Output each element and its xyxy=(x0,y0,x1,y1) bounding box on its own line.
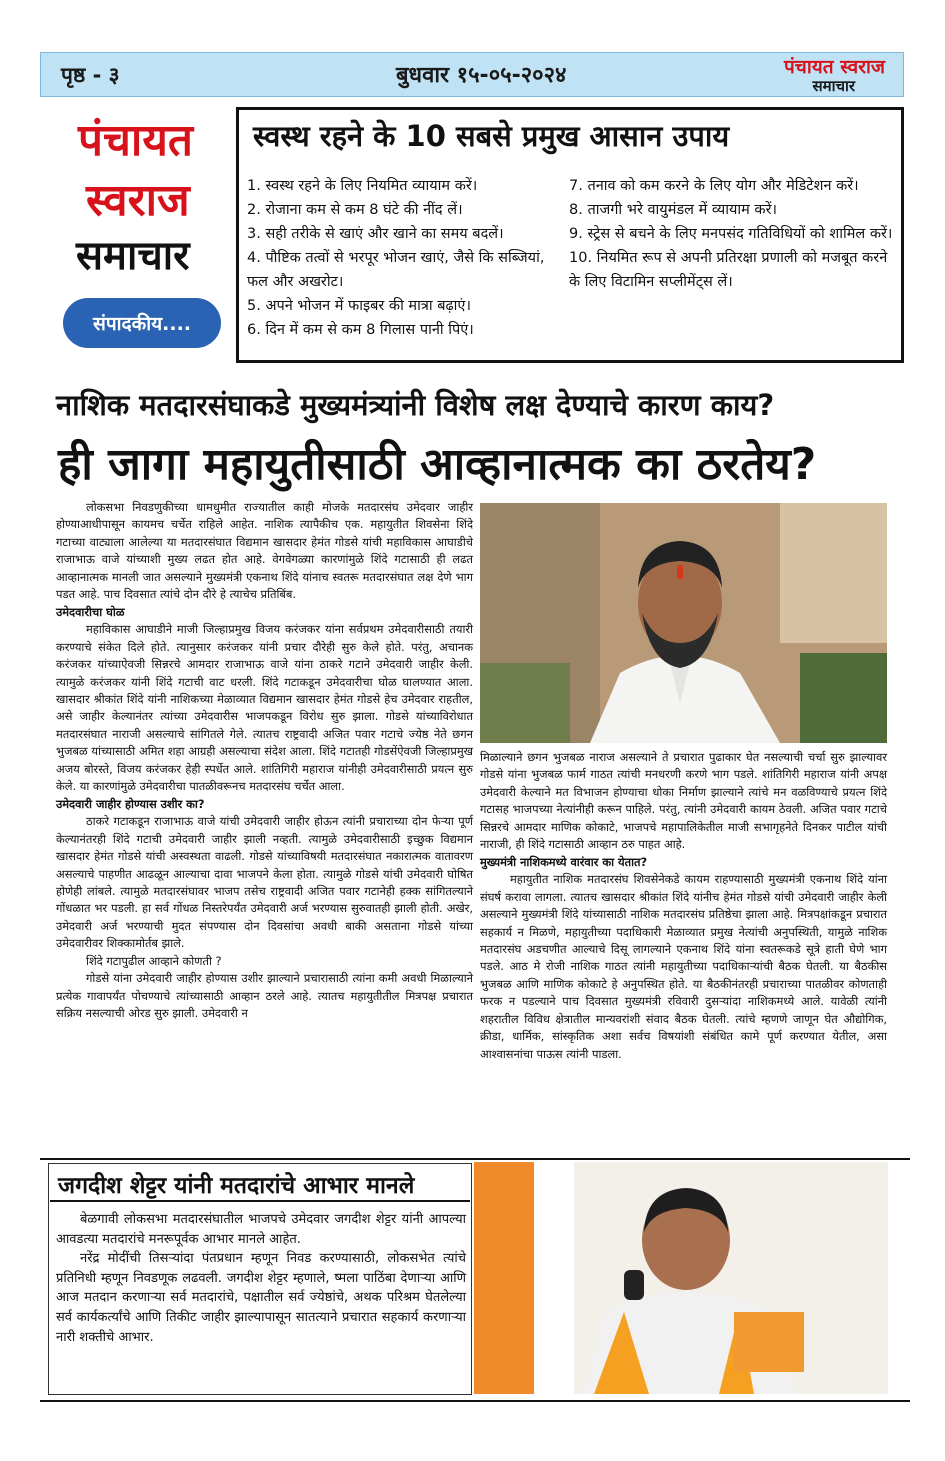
header-brand-title: पंचायत स्वराज xyxy=(784,56,885,78)
tip-item: 2. रोजाना कम से कम 8 घंटे की नींद लें। xyxy=(247,202,463,218)
story-paragraph: नरेंद्र मोदींची तिसऱ्यांदा पंतप्रधान म्हणून निवड करण्यासाठी, लोकसभेत त्यांचे प्रतिनिधी म्हणून निवडणूक लढवली. जगदीश शेट्टर म्हणाले, ष्मला पाठिंबा देणाऱ्या आणि आज मतदान करणाऱ्या सर्व मतदारांचे, पक्षातील सर्व ज्येष्ठांचे, अथक परिश्रम घेतलेल्या सर्व कार्यकर्त्यांचे आणि तिकीट जाहीर झाल्यापासून सातत्याने प्रचारात सहकार्य करणाऱ्या नारी शक्तीचे आभार. xyxy=(56,1251,466,1345)
article-paragraph: मिळाल्याने छगन भुजबळ नाराज असल्याने ते प्रचारात पुढाकार घेत नसल्याची चर्चा सुरु झाल्यावर गोडसे यांना भुजबळ फार्म गाठत त्यांची मनधरणी करणे भाग पडले. शांतिगिरी महाराज यांनी अपक्ष उमेदवारी केल्याने मत विभाजन होण्याचा धोका निर्माण झाल्याने त्यांचे मन वळविण्याचे प्रयत्न शिंदे गटासह भाजपच्या नेत्यांनीही करून पाहिले. परंतु, त्यांनी उमेदवारी कायम ठेवली. अजित पवार गटाचे सिन्नरचे आमदार माणिक कोकाटे, भाजपचे महापालिकेतील माजी सभागृहनेते दिनकर पाटील यांची नाराजी, ही शिंदे गटासाठी आव्हान ठरु पाहत आहे. xyxy=(480,750,887,852)
candidate-photo-illustration xyxy=(474,1162,888,1394)
story-body xyxy=(56,1210,466,1347)
health-tips-right-column xyxy=(569,174,899,294)
masthead-line-3: समाचार xyxy=(76,232,190,279)
candidate-photo xyxy=(474,1162,888,1394)
masthead-line-2: स्वराज xyxy=(86,175,190,226)
masthead-line-1: पंचायत xyxy=(78,115,193,166)
politician-photo xyxy=(480,503,887,743)
article-paragraph: महायुतीत नाशिक मतदारसंघ शिवसेनेकडे कायम राहण्यासाठी मुख्यमंत्री एकनाथ शिंदे यांना संघर्ष करावा लागला. त्यातच खासदार श्रीकांत शिंदे यांनीच हेमंत गोडसे यांची उमेदवारी जाहीर केली असल्याने मुख्यमंत्री शिंदे यांच्यासाठी नाशिक मतदारसंघ प्रतिष्ठेचा झाला आहे. मित्रपक्षांकडून प्रचारात सहकार्य न मिळणे, महायुतीच्या पदाधिकारी मेळाव्यात प्रमुख नेत्यांची अनुपस्थिती, यामुळे नाशिक मतदारसंघ अडचणीत आल्याचे दिसू लागल्याने एकनाथ शिंदे यांना स्वतरूकडे सूत्रे हाती घेणे भाग पडले. आठ मे रोजी नाशिक गाठत त्यांनी महायुतीच्या पदाधिकाऱ्यांची बैठक घेतली. या बैठकीस भुजबळ आणि माणिक कोकाटे हे अनुपस्थित होते. या बैठकीनंतरही प्रचाराच्या पातळीवर कोणताही फरक न पडल्याने पाच दिवसात मुख्यमंत्री रविवारी दुसऱ्यांदा नाशिकमध्ये आले. यावेळी त्यांनी शहरातील विविध क्षेत्रातील मान्यवरांशी संवाद बैठक घेतली. त्यांचे म्हणणे जाणून घेत औद्योगिक, क्रीडा, धार्मिक, सांस्कृतिक अशा सर्वच विषयांशी संबंधित कामे पूर्ण करण्यात येतील, असा आश्वासनांचा पाऊस त्यांनी पाडला. xyxy=(480,872,887,1061)
story-paragraph: बेळगावी लोकसभा मतदारसंघातील भाजपचे उमेदवार जगदीश शेट्टर यांनी आपल्या आवडत्या मतदारांचे मनरूपूर्वक आभार मानले आहेत. xyxy=(56,1212,466,1247)
health-tips-left-column xyxy=(247,174,557,342)
tip-item: 5. अपने भोजन में फाइबर की मात्रा बढ़ाएं। xyxy=(247,298,471,314)
story-headline: जगदीश शेट्टर यांनी मतदारांचे आभार मानले xyxy=(58,1173,415,1199)
tip-item: 6. दिन में कम से कम 8 गिलास पानी पिएं। xyxy=(247,322,474,338)
article-paragraph: ठाकरे गटाकडून राजाभाऊ वाजे यांची उमेदवारी जाहीर होऊन त्यांनी प्रचाराच्या दोन फेऱ्या पूर्ण केल्यानंतरही शिंदे गटाची उमेदवारी जाहीर झाली नव्हती. त्यामुळे उमेदवारीसाठी इच्छुक विद्यमान खासदार हेमंत गोडसे यांची अस्वस्थता वाढली. गोडसे यांच्याविषयी मतदारसंघात नकारात्मक वातावरण असल्याचे पाहणीत आढळून आल्याचा दावा भाजपने केला होता. त्यामुळे गोडसे यांची उमेदवारी घोषित होणेही लांबले. त्यामुळे मतदारसंघावर भाजप तसेच राष्ट्रवादी अजित पवार गटानेही हक्क सांगितल्याने गोंधळात भर पडली. हा सर्व गोंधळ निस्तरेपर्यंत उमेदवारी अर्ज भरण्यास सुरुवातही झाली होती. अखेर, उमेदवारी अर्ज भरण्याची मुदत संपण्यास दोन दिवसांचा अवधी बाकी असताना गोडसे यांच्या उमेदवारीवर शिक्कामोर्तब झाले. xyxy=(56,814,473,951)
article-subheading: मुख्यमंत्री नाशिकमध्ये वारंवार का येतात? xyxy=(480,854,648,869)
page-bottom-rule xyxy=(40,1400,910,1402)
article-paragraph: महाविकास आघाडीने माजी जिल्हाप्रमुख विजय करंजकर यांना सर्वप्रथम उमेदवारीसाठी तयारी करण्याचे संकेत दिले होते. त्यानुसार करंजकर यांनी प्रचार दौरेही सुरु केले होते. परंतु, अचानक करंजकर यांच्याऐवजी सिन्नरचे आमदार राजाभाऊ वाजे यांना ठाकरे गटाने उमेदवारी जाहीर केली. त्यामुळे करंजकर यांनी शिंदे गटाची वाट धरली. शिंदे गटाकडून उमेदवारीचा घोळ घालण्यात आला. खासदार श्रीकांत शिंदे यांनी नाशिकच्या मेळाव्यात विद्यमान खासदार हेमंत गोडसे हेच उमेदवार राहतील, असे जाहीर केल्यानंतर त्यांच्या उमेदवारीस भाजपकडून विरोध सुरु झाला. गोडसे यांच्याविरोधात मतदारसंघात नाराजी असल्याचे सांगितले गेले. त्यातच राष्ट्रवादी अजित पवार गटाचे ज्येष्ठ नेते छगन भुजबळ यांच्यासाठी अमित शहा आग्रही असल्याचा संदेश आला. शिंदे गटातही गोडसेंऐवजी जिल्हाप्रमुख अजय बोरस्ते, विजय करंजकर हेही स्पर्धेत आले. शांतिगिरी महाराज यांनीही उमेदवारीसाठी प्रयत्न सुरु केले. या कारणांमुळे उमेदवारीचा पातळीवरूनच मतदारसंघ चर्चेत आला. xyxy=(56,622,473,794)
article-subheading: उमेदवारी जाहीर होण्यास उशीर का? xyxy=(56,796,205,811)
article-headline-kicker: नाशिक मतदारसंघाकडे मुख्यमंत्र्यांनी विशेष लक्ष देण्याचे कारण काय? xyxy=(56,388,775,422)
tip-item: 8. ताजगी भरे वायुमंडल में व्यायाम करें। xyxy=(569,202,777,218)
article-paragraph: गोडसे यांना उमेदवारी जाहीर होण्यास उशीर झाल्याने प्रचारासाठी त्यांना कमी अवधी मिळाल्याने प्रत्येक गावापर्यंत पोचण्याचे त्यांच्यासाठी आव्हान ठरले आहे. त्यातच महायुतीतील मित्रपक्ष प्रचारात सक्रिय नसल्याची ओरड सुरु झाली. उमेदवारी न xyxy=(56,971,473,1021)
section-divider xyxy=(40,1158,910,1160)
article-paragraph: लोकसभा निवडणुकीच्या धामधुमीत राज्यातील काही मोजके मतदारसंघ उमेदवार जाहीर होण्याआधीपासून कायमच चर्चेत राहिले आहेत. नाशिक त्यापैकीच एक. महायुतीत शिवसेना शिंदे गटाच्या वाट्याला आलेल्या या मतदारसंघात विद्यमान खासदार हेमंत गोडसे यांची महाविकास आघाडीचे राजाभाऊ वाजे यांच्याशी मुख्य लढत होत आहे. वेगवेगळ्या कारणांमुळे शिंदे गटासाठी ही लढत आव्हानात्मक मानली जात असल्याने मुख्यमंत्री एकनाथ शिंदे यांनाच स्वतरू मतदारसंघात लक्ष देणे भाग पडत आहे. पाच दिवसात त्यांचे दोन दौरे हे त्याचेच प्रतिबिंब. xyxy=(56,500,473,602)
page-header-bar xyxy=(40,52,904,97)
issue-date: बुधवार १५-०५-२०२४ xyxy=(396,63,567,88)
tip-item: 3. सही तरीके से खाएं और खाने का समय बदलें। xyxy=(247,226,504,242)
article-right-column xyxy=(480,749,887,1063)
tip-item: 1. स्वस्थ रहने के लिए नियमित व्यायाम करें। xyxy=(247,178,478,194)
article-left-column xyxy=(56,499,473,1023)
page-number: पृष्ठ - ३ xyxy=(61,63,120,87)
health-tips-title: स्वस्थ रहने के 10 सबसे प्रमुख आसान उपाय xyxy=(253,119,730,153)
tip-item: 10. नियमित रूप से अपनी प्रतिरक्षा प्रणाली को मजबूत करने के लिए विटामिन सप्लीमेंट्स लें। xyxy=(569,250,888,290)
tip-item: 7. तनाव को कम करने के लिए योग और मेडिटेशन करें। xyxy=(569,178,859,194)
politician-photo-illustration xyxy=(480,503,887,743)
article-subheading: शिंदे गटापुढील आव्हाने कोणती ? xyxy=(86,953,222,968)
story-headline-rule xyxy=(50,1200,470,1202)
health-tips-box xyxy=(236,107,904,363)
tip-item: 9. स्ट्रेस से बचने के लिए मनपसंद गतिविधियों को शामिल करें। xyxy=(569,226,893,242)
article-headline-main: ही जागा महायुतीसाठी आव्हानात्मक का ठरतेय? xyxy=(58,439,817,490)
article-subheading: उमेदवारीचा घोळ xyxy=(56,604,125,619)
header-brand-subtitle: समाचार xyxy=(812,77,855,95)
tip-item: 4. पौष्टिक तत्वों से भरपूर भोजन खाएं, जैसे कि सब्जियां, फल और अखरोट। xyxy=(247,250,545,290)
editorial-badge: संपादकीय.... xyxy=(63,298,221,348)
